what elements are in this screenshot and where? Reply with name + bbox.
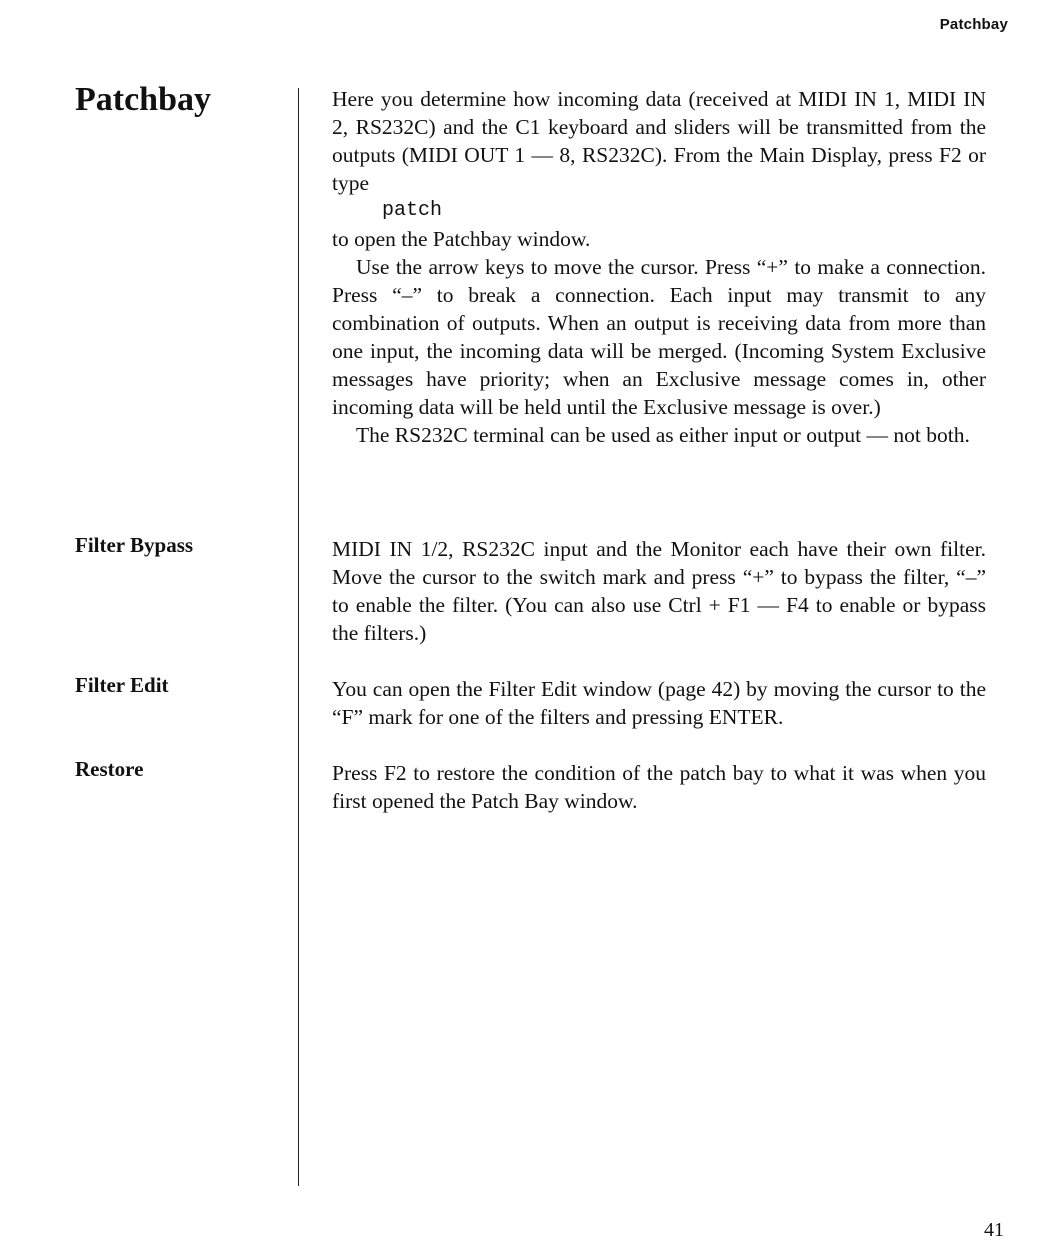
page-title: Patchbay — [75, 81, 211, 118]
patch-command: patch — [382, 199, 443, 222]
page-number: 41 — [984, 1219, 1004, 1241]
rs232c-paragraph: The RS232C terminal can be used as either input or output — not both. — [356, 423, 970, 447]
filter-bypass-section — [332, 535, 986, 647]
column-divider — [298, 88, 299, 1186]
restore-section — [332, 759, 986, 815]
patchbay-section — [332, 85, 986, 449]
filter-edit-heading: Filter Edit — [75, 673, 169, 697]
intro-continuation: to open the Patchbay window. — [332, 227, 591, 251]
filter-edit-text: You can open the Filter Edit window (page 42) by moving the cursor to the “F” mark for one of the filters and pressing ENTER. — [332, 677, 986, 729]
intro-paragraph: Here you determine how incoming data (received at MIDI IN 1, MIDI IN 2, RS232C) and the C1 keyboard and sliders will be transmitted from the outputs (MIDI OUT 1 — 8, RS232C). From the Main Display, press F2 or type — [332, 87, 986, 195]
cursor-paragraph: Use the arrow keys to move the cursor. Press “+” to make a connection. Press “–” to break a connection. Each input may transmit to any combination of outputs. When an output is receiving data from more than one input, the incoming data will be merged. (Incoming System Exclusive messages have priority; when an Exclusive message comes in, other incoming data will be held until the Exclusive message is over.) — [332, 255, 986, 419]
filter-bypass-heading: Filter Bypass — [75, 533, 194, 557]
restore-heading: Restore — [75, 757, 144, 781]
filter-bypass-text: MIDI IN 1/2, RS232C input and the Monitor each have their own filter. Move the cursor to the switch mark and press “+” to bypass the filter, “–” to enable the filter. (You can also use Ctrl + F1 — F4 to enable or bypass the filters.) — [332, 537, 986, 645]
filter-edit-section — [332, 675, 986, 731]
running-head: Patchbay — [939, 16, 1008, 33]
restore-text: Press F2 to restore the condition of the patch bay to what it was when you first opened the Patch Bay window. — [332, 761, 986, 813]
